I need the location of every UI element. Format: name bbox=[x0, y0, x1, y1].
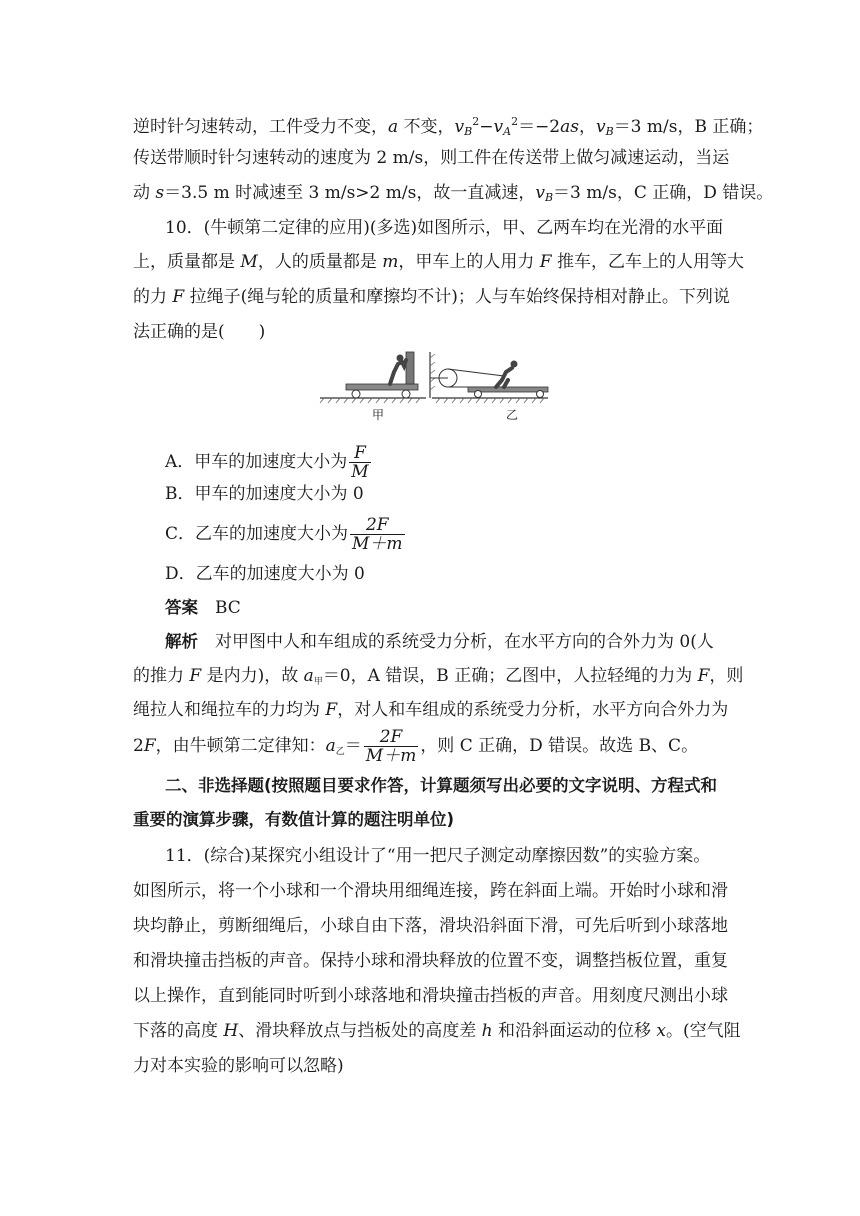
option-a: A．甲车的加速度大小为 $\frac{F}{M}$ bbox=[165, 443, 369, 482]
q11-line-3: 块均静止，剪断细绳后，小球自由下落，滑块沿斜面下滑，可先后听到小球落地 bbox=[133, 916, 728, 936]
answer-line: 答案 BC bbox=[165, 598, 241, 618]
q11-line-4: 和滑块撞击挡板的声音。保持小球和滑块释放的位置不变，调整挡板位置，重复 bbox=[133, 951, 728, 971]
option-c-fraction: $\frac{2F}{M+m}$ bbox=[352, 515, 403, 554]
q11-line-5: 以上操作，直到能同时听到小球落地和滑块撞击挡板的声音。用刻度尺测出小球 bbox=[133, 986, 728, 1006]
figure-label-jia: 甲 bbox=[372, 408, 385, 422]
option-c: C．乙车的加速度大小为 $\frac{2F}{M+m}$ bbox=[165, 515, 403, 554]
q11-line-2: 如图所示，将一个小球和一个滑块用细绳连接，跨在斜面上端。开始时小球和滑 bbox=[133, 881, 728, 901]
explanation-line-1: 解析 对甲图中人和车组成的系统受力分析，在水平方向的合外力为 0(人 bbox=[165, 632, 714, 652]
explanation-line-2: 的推力 F 是内力)，故 $a_甲=0$，A 错误，B 正确；乙图中，人拉轻绳的力为 F，则 bbox=[133, 666, 744, 687]
q11-line-7: 力对本实验的影响可以忽略) bbox=[133, 1056, 344, 1076]
prev-solution-line-1: 逆时针匀速转动，工件受力不变，a 不变，$v_B^2-v_A^2=-2as$，$v_B=3$ m/s，B 正确； bbox=[133, 115, 764, 138]
q10-stem-line-1: 10．(牛顿第二定律的应用)(多选)如图所示，甲、乙两车均在光滑的水平面 bbox=[165, 218, 724, 238]
option-a-fraction: $\frac{F}{M}$ bbox=[351, 443, 369, 482]
prev-solution-line-2: 传送带顺时针匀速转动的速度为 2 m/s，则工件在传送带上做匀减速运动，当运 bbox=[133, 148, 730, 168]
figure-label-yi: 乙 bbox=[506, 408, 519, 422]
carts-figure bbox=[318, 346, 550, 426]
q11-line-6: 下落的高度 H、滑块释放点与挡板处的高度差 h 和沿斜面运动的位移 x。(空气阻 bbox=[133, 1021, 741, 1041]
section2-heading-line-2: 重要的演算步骤，有数值计算的题注明单位) bbox=[133, 810, 455, 829]
option-d: D．乙车的加速度大小为 0 bbox=[165, 564, 365, 584]
q10-stem-line-3: 的力 F 拉绳子(绳与轮的质量和摩擦均不计)；人与车始终保持相对静止。下列说 bbox=[133, 287, 730, 307]
explanation-line-3: 绳拉人和绳拉车的力均为 F，对人和车组成的系统受力分析，水平方向合外力为 bbox=[133, 700, 729, 720]
option-b: B．甲车的加速度大小为 0 bbox=[165, 484, 364, 504]
q10-stem-line-2: 上，质量都是 M，人的质量都是 m，甲车上的人用力 F 推车，乙车上的人用等大 bbox=[133, 252, 744, 272]
explanation-line-4: 2F，由牛顿第二定律知：$a_乙=$ $\frac{2F}{M+m}$ ，则 C 正确，D 错误。故选 B、C。 bbox=[133, 727, 699, 766]
section2-heading-line-1: 二、非选择题(按照题目要求作答，计算题须写出必要的文字说明、方程式和 bbox=[165, 776, 718, 795]
prev-solution-line-3: 动 s＝3.5 m 时减速至 3 m/s>2 m/s，故一直减速，$v_B=3$ m/s，C 正确，D 错误。 bbox=[133, 183, 774, 204]
explanation-fraction: $\frac{2F}{M+m}$ bbox=[365, 727, 417, 766]
q11-line-1: 11．(综合)某探究小组设计了“用一把尺子测定动摩擦因数”的实验方案。 bbox=[165, 846, 711, 866]
q10-stem-line-4: 法正确的是( ) bbox=[133, 322, 266, 342]
